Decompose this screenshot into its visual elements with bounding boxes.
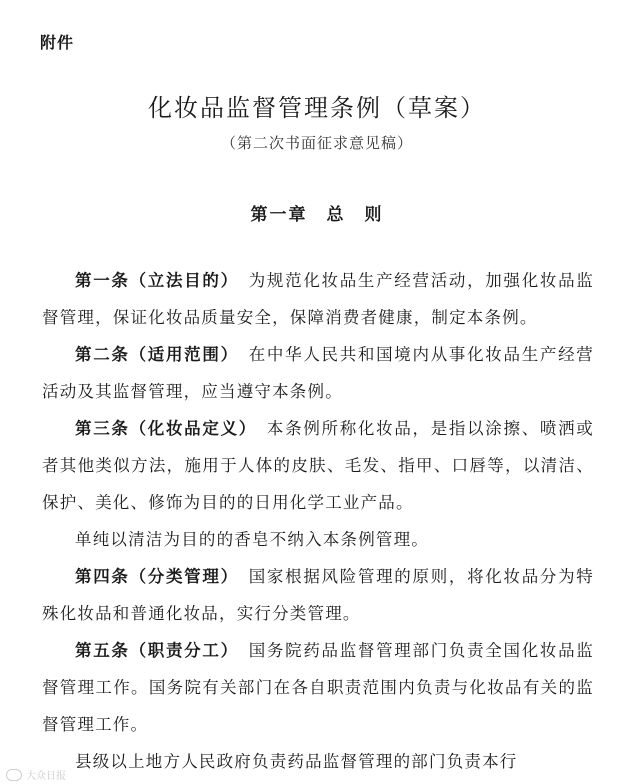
article-5 — [42, 632, 594, 743]
article-heading: 第三条（化妆品定义） — [75, 419, 249, 438]
article-1 — [42, 262, 594, 336]
document-body — [42, 262, 594, 780]
article-3-note — [42, 521, 594, 558]
article-heading: 第一条（立法目的） — [75, 271, 231, 290]
article-text: 国务院药品监督管理部门负责全国化妆品监督管理工作。国务院有关部门在各自职责范围内负责与化妆品有关的监督管理工作。 — [42, 641, 594, 734]
article-text: 单纯以清洁为目的的香皂不纳入本条例管理。 — [75, 530, 429, 549]
article-3 — [42, 410, 594, 521]
article-heading: 第四条（分类管理） — [75, 567, 231, 586]
article-text: 国家根据风险管理的原则，将化妆品分为特殊化妆品和普通化妆品，实行分类管理。 — [42, 567, 594, 623]
article-text: 县级以上地方人民政府负责药品监督管理的部门负责本行 — [75, 752, 518, 771]
article-5-continued — [42, 743, 594, 780]
article-text: 为规范化妆品生产经营活动，加强化妆品监督管理，保证化妆品质量安全，保障消费者健康，制定本条例。 — [42, 271, 594, 327]
document-title: 化妆品监督管理条例（草案） — [148, 94, 486, 122]
article-heading: 第五条（职责分工） — [75, 641, 231, 660]
article-4 — [42, 558, 594, 632]
attachment-label: 附件 — [40, 33, 75, 52]
watermark — [6, 767, 66, 782]
watermark-logo-icon — [6, 769, 22, 781]
article-2 — [42, 336, 594, 410]
article-text: 本条例所称化妆品，是指以涂擦、喷洒或者其他类似方法，施用于人体的皮肤、毛发、指甲、口唇等，以清洁、保护、美化、修饰为目的的日用化学工业产品。 — [42, 419, 594, 512]
watermark-text: 大众日报 — [26, 771, 66, 782]
article-text: 在中华人民共和国境内从事化妆品生产经营活动及其监督管理，应当遵守本条例。 — [42, 345, 594, 401]
article-heading: 第二条（适用范围） — [75, 345, 231, 364]
chapter-title: 第一章 总 则 — [250, 205, 384, 225]
document-subtitle: （第二次书面征求意见稿） — [220, 134, 413, 152]
